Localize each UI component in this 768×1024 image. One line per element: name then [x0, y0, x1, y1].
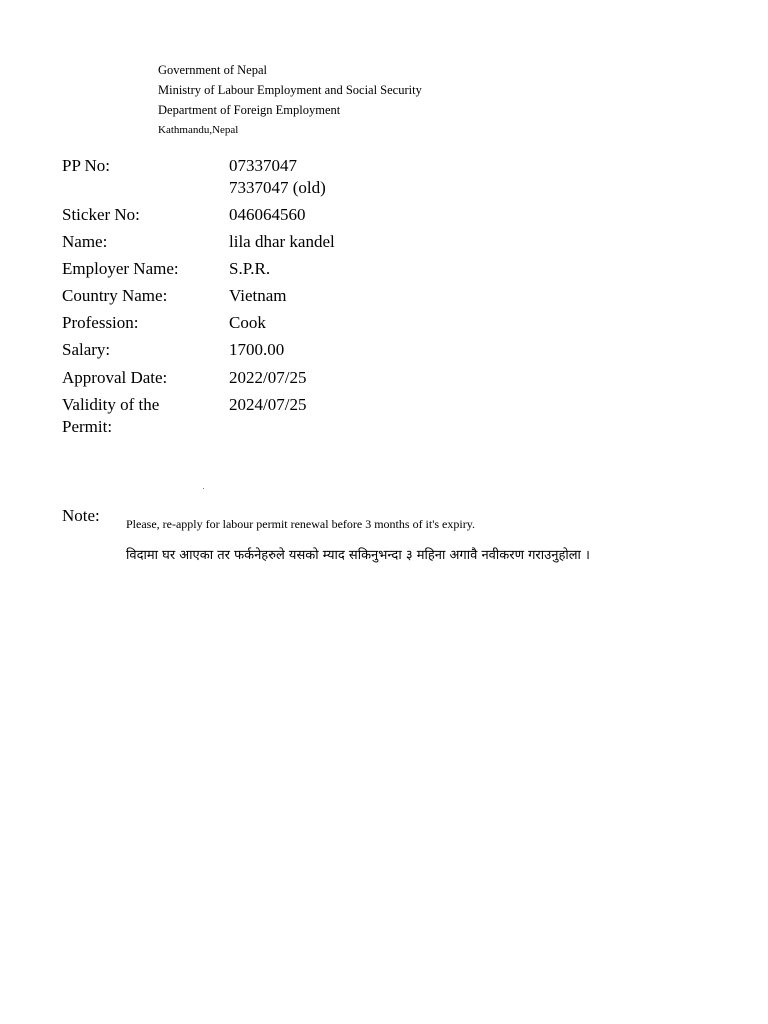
pp-old-number: 7337047 (old): [229, 178, 326, 197]
salary-label: Salary:: [62, 340, 111, 359]
approval-date: 2022/07/25: [229, 368, 307, 387]
salary-row: [62, 339, 522, 361]
country-name: Vietnam: [229, 286, 287, 305]
pp-label: PP No:: [62, 156, 111, 175]
validity-label: Validity of the Permit:: [62, 395, 160, 436]
name-label: Name:: [62, 232, 108, 251]
pp-row: [62, 155, 522, 199]
government-name: Government of Nepal: [158, 63, 267, 77]
worker-name: lila dhar kandel: [229, 232, 335, 251]
department-name: Department of Foreign Employment: [158, 103, 341, 117]
salary-value: 1700.00: [229, 340, 285, 359]
validity-date: 2024/07/25: [229, 395, 307, 414]
sticker-label: Sticker No:: [62, 205, 140, 224]
profession-label: Profession:: [62, 313, 139, 332]
permit-details: [62, 154, 522, 438]
pp-values: [229, 155, 326, 199]
profession-row: [62, 312, 522, 334]
country-label: Country Name:: [62, 286, 168, 305]
note-nepali: विदामा घर आएका तर फर्कनेहरुले यसको म्याद सकिनुभन्दा ३ महिना अगावै नवीकरण गराउनुहोला ।: [126, 548, 590, 563]
employer-row: [62, 258, 522, 280]
ministry-name: Ministry of Labour Employment and Social Security: [158, 83, 422, 97]
approval-row: [62, 367, 522, 389]
country-row: [62, 285, 522, 307]
employer-name: S.P.R.: [229, 259, 271, 278]
stray-dot: [203, 488, 204, 489]
sticker-row: [62, 204, 522, 226]
validity-label-cell: [62, 394, 229, 438]
sticker-number: 046064560: [229, 205, 306, 224]
employer-label: Employer Name:: [62, 259, 179, 278]
note-english: Please, re-apply for labour permit renewal before 3 months of it's expiry.: [126, 517, 475, 531]
validity-row: [62, 394, 522, 438]
office-location: Kathmandu,Nepal: [158, 124, 239, 136]
name-row: [62, 231, 522, 253]
approval-label: Approval Date:: [62, 368, 168, 387]
document-header: [158, 60, 422, 140]
profession-value: Cook: [229, 313, 266, 332]
pp-number: 07337047: [229, 156, 297, 175]
note-label: Note:: [62, 506, 100, 525]
